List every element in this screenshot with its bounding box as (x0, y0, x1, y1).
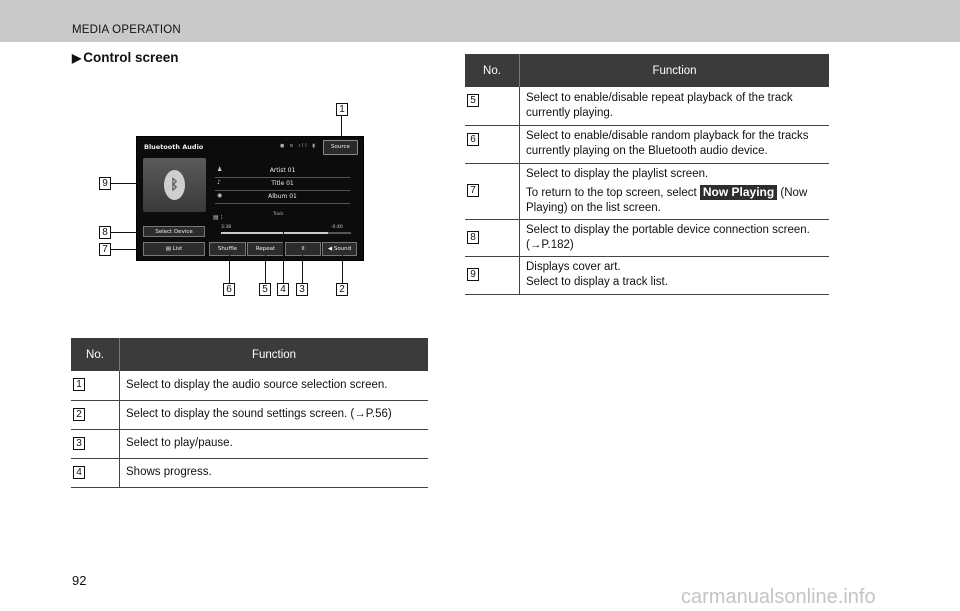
row-number-cell (71, 429, 120, 458)
section-header: MEDIA OPERATION (72, 24, 181, 36)
section-title (72, 50, 179, 65)
col-header-function: Function (520, 54, 830, 87)
callout-6: 6 (223, 283, 235, 296)
artist-icon: ♟ (217, 166, 223, 173)
row-function: Shows progress. (120, 458, 429, 487)
row-function: Select to display the portable device connection screen. (→P.182) (520, 219, 830, 256)
leader-6 (229, 255, 230, 283)
cover-art[interactable] (143, 158, 206, 212)
row-function: Select to display the audio source selection screen. (120, 371, 429, 400)
line2-post: (Now Playing) on the list screen. (526, 186, 808, 214)
title-row[interactable] (215, 178, 350, 191)
row-number-cell (465, 163, 520, 219)
leader-7 (111, 249, 142, 250)
callout-3: 3 (296, 283, 308, 296)
row-number: 8 (467, 231, 479, 244)
callout-5: 5 (259, 283, 271, 296)
callout-2: 2 (336, 283, 348, 296)
leader-8 (111, 232, 142, 233)
row-number: 9 (467, 268, 479, 281)
sound-button[interactable] (322, 242, 357, 256)
note-icon: ♪ (217, 179, 221, 186)
row-number-cell (71, 458, 120, 487)
row-function-line1: Displays cover art. (526, 261, 621, 273)
leader-5 (265, 255, 266, 283)
leader-4 (283, 232, 284, 283)
disc-icon: ◉ (217, 192, 223, 199)
list-label: List (172, 246, 183, 252)
elapsed-time: 3:38 (221, 225, 232, 230)
repeat-button[interactable]: Repeat (247, 242, 284, 256)
leader-3 (302, 255, 303, 283)
row-function: Select to enable/disable repeat playback of the track currently playing. (520, 87, 830, 125)
leader-9 (111, 183, 142, 184)
row-number: 2 (73, 408, 85, 421)
source-button[interactable]: Source (323, 140, 358, 155)
col-header-no: No. (465, 54, 520, 87)
section-title-text: Control screen (83, 50, 179, 65)
sound-label: Sound (333, 246, 352, 252)
row-number: 1 (73, 378, 85, 391)
row-function: Select to enable/disable random playback for the tracks currently playing on the Bluetooth audio device. (520, 125, 830, 163)
table-row (465, 163, 829, 219)
row-function-line1: Select to display the playlist screen. (526, 167, 709, 180)
function-table-right (465, 54, 829, 295)
col-header-function: Function (120, 338, 429, 371)
callout-7: 7 (99, 243, 111, 256)
watermark: carmanualsonline.info (681, 586, 876, 608)
title-text: Title 01 (271, 180, 294, 187)
track-label: Track (273, 211, 284, 216)
table-row (465, 219, 829, 256)
table-row (71, 429, 428, 458)
artist-text: Artist 01 (269, 167, 296, 174)
remaining-time: -0:40 (331, 225, 343, 230)
row-number-cell (465, 125, 520, 163)
callout-4: 4 (277, 283, 289, 296)
row-function (520, 256, 830, 294)
row-function-line2 (526, 185, 828, 216)
callout-1: 1 (336, 103, 348, 116)
device-title: Bluetooth Audio (144, 143, 204, 151)
leader-2 (342, 255, 343, 283)
album-text: Album 01 (268, 193, 297, 200)
speaker-icon: ◀ (327, 246, 334, 252)
progress-fill (221, 232, 328, 234)
table-row (465, 125, 829, 163)
leader-1 (341, 116, 342, 140)
table-row (465, 256, 829, 294)
row-number-cell (465, 256, 520, 294)
page-number: 92 (72, 573, 87, 588)
callout-9: 9 (99, 177, 111, 190)
table-row (465, 87, 829, 125)
status-icons: ● ʙ ıll ▮ (280, 143, 317, 149)
row-number: 4 (73, 466, 85, 479)
row-number: 3 (73, 437, 85, 450)
col-header-no: No. (71, 338, 120, 371)
table-row (71, 458, 428, 487)
device-screen (136, 136, 364, 261)
row-number-cell (71, 400, 120, 429)
list-button[interactable] (143, 242, 205, 256)
row-function: Select to play/pause. (120, 429, 429, 458)
triangle-bullet-icon: ▶ (72, 51, 82, 65)
row-number-cell (465, 219, 520, 256)
table-row (71, 371, 428, 400)
row-function (520, 163, 830, 219)
list-icon: ▤ (165, 246, 173, 252)
play-pause-button[interactable]: II (285, 242, 321, 256)
album-row[interactable] (215, 191, 350, 204)
select-device-button[interactable]: Select Device (143, 226, 205, 237)
progress-bar (221, 232, 351, 234)
row-number: 5 (467, 94, 479, 107)
table-row (71, 400, 428, 429)
shuffle-button[interactable]: Shuffle (209, 242, 246, 256)
callout-8: 8 (99, 226, 111, 239)
row-number-cell (71, 371, 120, 400)
now-playing-badge: Now Playing (700, 185, 777, 200)
row-number: 7 (467, 184, 479, 197)
function-table-left (71, 338, 428, 488)
row-function: Select to display the sound settings screen. (→P.56) (120, 400, 429, 429)
row-function-line2: Select to display a track list. (526, 276, 668, 288)
line2-pre: To return to the top screen, select (526, 186, 700, 199)
artist-row[interactable] (215, 165, 350, 178)
row-number: 6 (467, 133, 479, 146)
bluetooth-icon: ᛒ (164, 170, 185, 200)
playback-mode-icons: ▤ ⁝ (213, 214, 223, 221)
row-number-cell (465, 87, 520, 125)
